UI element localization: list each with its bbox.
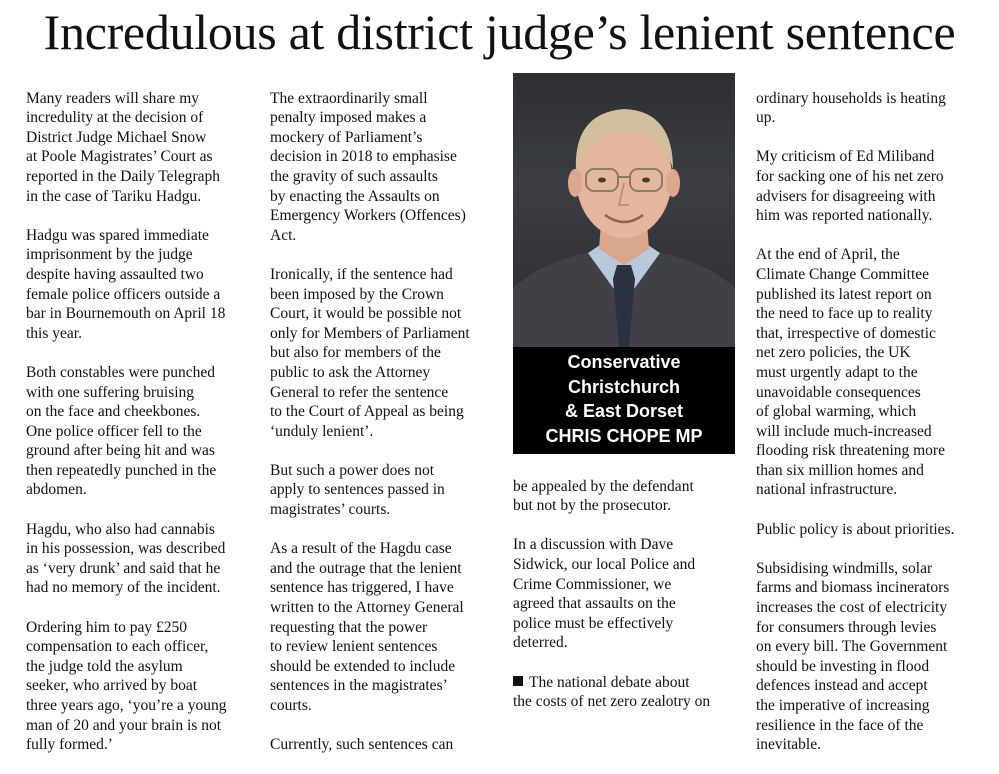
paragraph: In a discussion with Dave Sidwick, our local Police and Crime Commissioner, we agreed that assaults on the police must be effectively deterred. — [513, 536, 696, 652]
paragraph: Currently, such sentences can — [270, 736, 454, 754]
paragraph: be appealed by the defendant but not by the prosecutor. — [513, 477, 694, 515]
paragraph-text: The national debate about the costs of net zero zealotry on — [513, 673, 711, 711]
paragraph: Subsidising windmills, solar farms and biomass incinerators increases the cost of electricity for consumers through levies on every bill. The Government should be investing in flood defences instead and accept the imperative of increasing resilience in the face of the inevitable. — [756, 559, 950, 754]
photo-caption — [513, 347, 735, 454]
caption-party: Conservative — [567, 352, 681, 372]
article-column-3 — [513, 457, 743, 731]
paragraph: Ordering him to pay £250 compensation to each officer, the judge told the asylum seeker, who arrived by boat three years ago, ‘you’re a young man of 20 and your brain is not fully formed.’ — [26, 618, 227, 754]
paragraph: At the end of April, the Climate Change Committee published its latest report on the need to face up to reality that, irrespective of domestic net zero policies, the UK must urgently adapt to the unavoidable consequences of global warming, which will include much-increased flooding risk threatening more than six million homes and national infrastructure. — [756, 246, 945, 499]
paragraph: Hagdu, who also had cannabis in his possession, was described as ‘very drunk’ and said that he had no memory of the incident. — [26, 520, 226, 597]
article-column-2 — [270, 69, 500, 774]
paragraph: Many readers will share my incredulity at the decision of District Judge Michael Snow at Poole Magistrates’ Court as reported in the Daily Telegraph in the case of Tariku Hadgu. — [26, 89, 221, 205]
paragraph: The extraordinarily small penalty imposed makes a mockery of Parliament’s decision in 2018 to emphasise the gravity of such assaults by enacting the Assaults on Emergency Workers (Offences) Act. — [270, 89, 466, 244]
headline: Incredulous at district judge’s lenient sentence — [43, 4, 956, 60]
paragraph: Both constables were punched with one suffering bruising on the face and cheekbones. One police officer fell to the ground after being hit and was then repeatedly punched in the abdomen. — [26, 363, 217, 499]
paragraph: But such a power does not apply to sentences passed in magistrates’ courts. — [270, 461, 445, 519]
paragraph: Ironically, if the sentence had been imposed by the Crown Court, it would be possible not only for Members of Parliament but also for members of the public to ask the Attorney General to refer the sentence to the Court of Appeal as being ‘unduly lenient’. — [270, 265, 470, 440]
article-column-4 — [756, 69, 991, 774]
portrait-photo — [513, 73, 735, 347]
bullet-paragraph — [513, 673, 743, 712]
paragraph: My criticism of Ed Miliband for sacking one of his net zero advisers for disagreeing with him was reported nationally. — [756, 148, 944, 225]
article-column-1 — [26, 69, 258, 774]
paragraph: As a result of the Hagdu case and the outrage that the lenient sentence has triggered, I have written to the Attorney General requesting that the power to review lenient sentences should be extended to include sentences in the magistrates’ courts. — [270, 540, 464, 714]
paragraph: ordinary households is heating up. — [756, 89, 946, 127]
caption-author-name: CHRIS CHOPE MP — [545, 425, 703, 446]
paragraph: Public policy is about priorities. — [756, 520, 955, 538]
caption-constituency-1: Christchurch — [567, 376, 681, 397]
caption-constituency-2: & East Dorset — [564, 401, 684, 421]
portrait-illustration — [513, 73, 735, 347]
square-bullet-icon — [513, 676, 523, 686]
paragraph: Hadgu was spared immediate imprisonment by the judge despite having assaulted two female police officers outside a bar in Bournemouth on April 18 this year. — [26, 226, 226, 342]
